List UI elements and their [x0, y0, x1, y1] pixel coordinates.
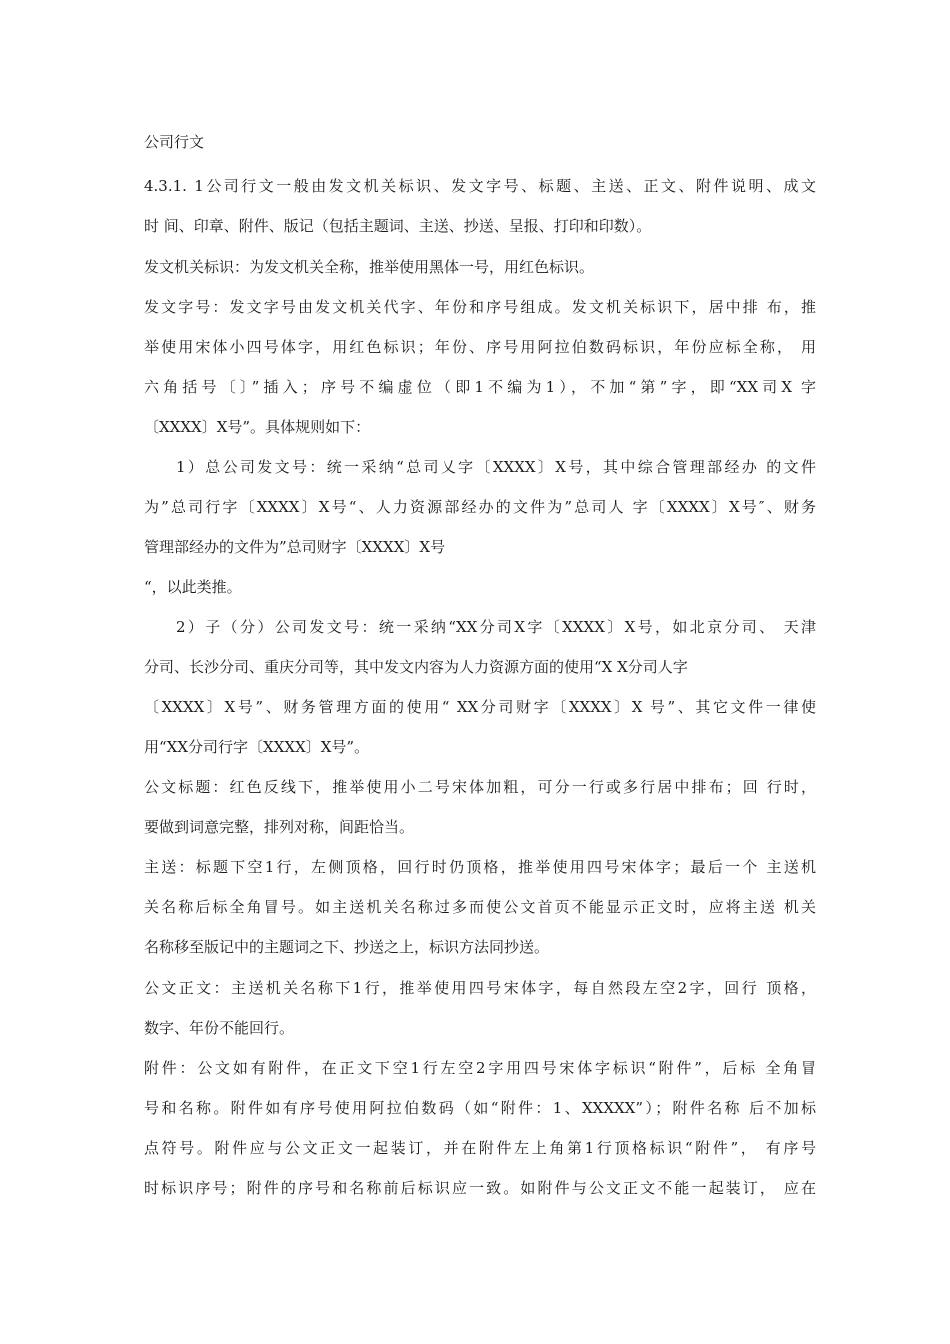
text-line: 分司、长沙分司、重庆分司等，其中发文内容为人力资源方面的使用“X X分司人字: [144, 658, 688, 676]
text-line: 数字、年份不能回行。: [144, 1019, 295, 1037]
text-line: 举使用宋体小四号体字，用红色标识；年份、序号用阿拉伯数码标识，年份应标全称， 用: [144, 338, 816, 356]
text-line: 为”总司行字〔XXXX〕X号“、人力资源部经办的文件为”总司人 字〔XXXX〕X号″、财务: [144, 498, 816, 516]
text-line: 号和名称。附件如有序号使用阿拉伯数码（如“附件：1、XXXXX”）；附件名称 后不加标: [144, 1099, 816, 1117]
text-line: 主送：标题下空1行，左侧顶格，回行时仍顶格，推举使用四号宋体字；最后一个 主送机: [144, 858, 816, 876]
text-line: 2）子（分）公司发文号：统一采纳“XX分司X字〔XXXX〕X号，如北京分司、 天津: [176, 618, 816, 636]
text-line: 时 间、印章、附件、版记（包括主题词、主送、抄送、呈报、打印和印数）。: [144, 217, 652, 235]
text-line: 公文正文：主送机关名称下1行，推举使用四号宋体字，每自然段左空2字，回行 顶格，: [144, 979, 816, 997]
text-line: 要做到词意完整，排列对称，间距恰当。: [144, 818, 415, 836]
text-line: 1）总公司发文号：统一采纳“总司乂字〔XXXX〕X号，其中综合管理部经办 的文件: [176, 458, 816, 476]
text-line: 管理部经办的文件为”总司财字〔XXXX〕X号: [144, 538, 446, 556]
text-line: 附件：公文如有附件，在正文下空1行左空2字用四号宋体字标识“附件”，后标 全角冒: [144, 1059, 816, 1077]
text-line: 〔XXXX〕X号”、财务管理方面的使用“ XX分司财字〔XXXX〕X 号”、其它文件一律使: [144, 698, 816, 716]
text-line: 用“XX分司行字〔XXXX〕X号”。: [144, 738, 370, 756]
text-line: 六角括号〔〕”插入；序号不编虚位（即1不编为1），不加“第”字，即“XX司X 字: [144, 378, 816, 396]
text-line: 〔XXXX〕X号”。具体规则如下：: [144, 418, 371, 436]
text-line: “，以此类推。: [144, 578, 242, 596]
document-title: 公司行文: [144, 133, 205, 151]
text-line: 关名称后标全角冒号。如主送机关名称过多而使公文首页不能显示正文时，应将主送 机关: [144, 898, 816, 916]
text-line: 时标识序号；附件的序号和名称前后标识应一致。如附件与公文正文不能一起装订， 应在: [144, 1179, 816, 1197]
text-line: 发文机关标识：为发文机关全称，推举使用黑体一号，用红色标识。: [144, 258, 595, 276]
text-line: 发文字号：发文字号由发文机关代字、年份和序号组成。发文机关标识下，居中排 布，推: [144, 298, 816, 316]
text-line: 4.3.1. 1公司行文一般由发文机关标识、发文字号、标题、主送、正文、附件说明、成文: [144, 177, 816, 195]
text-line: 名称移至版记中的主题词之下、抄送之上，标识方法同抄送。: [144, 938, 550, 956]
text-line: 点符号。附件应与公文正文一起装订，并在附件左上角第1行顶格标识“附件”， 有序号: [144, 1139, 816, 1157]
text-line: 公文标题：红色反线下，推举使用小二号宋体加粗，可分一行或多行居中排布；回 行时，: [144, 778, 816, 796]
